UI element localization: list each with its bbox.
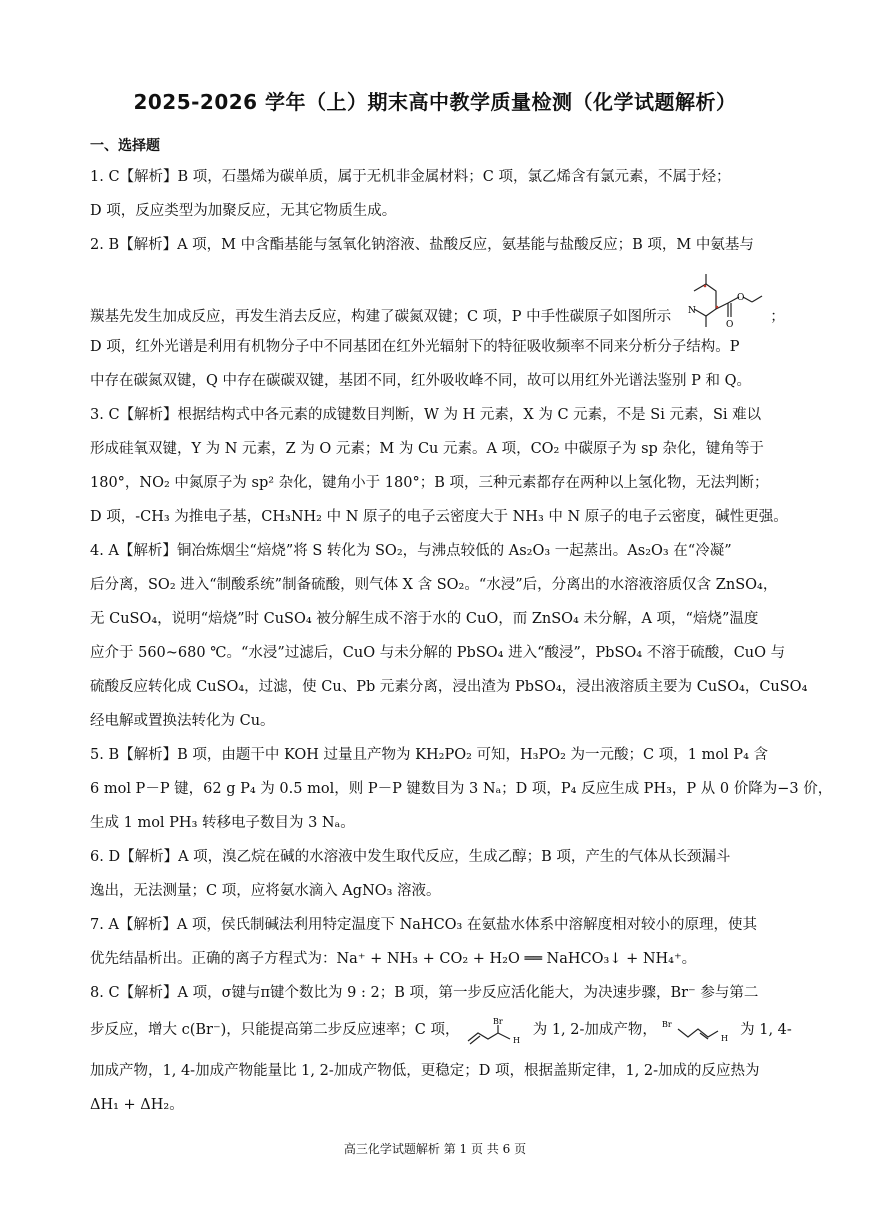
q5-line-3: 生成 1 mol PH₃ 转移电子数目为 3 Nₐ。	[90, 815, 355, 831]
1-2-addition-product-structure	[464, 1015, 528, 1045]
chiral-mark-1	[703, 285, 706, 288]
q4-line-2: 后分离，SO₂ 进入“制酸系统”制备硫酸，则气体 X 含 SO₂。“水浸”后，分离出的水溶液溶质仅含 ZnSO₄，	[90, 577, 778, 593]
q2-line-2-end: ；	[770, 309, 785, 325]
q7-line-2: 优先结晶析出。正确的离子方程式为：Na⁺ + NH₃ + CO₂ + H₂O ══ NaHCO₃↓ + NH₄⁺。	[90, 951, 697, 967]
q4-line-3: 无 CuSO₄，说明“焙烧”时 CuSO₄ 被分解生成不溶于水的 CuO，而 ZnSO₄ 未分解，A 项，“焙烧”温度	[90, 611, 759, 627]
q5-line-2: 6 mol P－P 键，62 g P₄ 为 0.5 mol，则 P－P 键数目为 3 Nₐ；D 项，P₄ 反应生成 PH₃，P 从 0 价降为−3 价，	[90, 781, 833, 797]
q3-line-1: 3. C【解析】根据结构式中各元素的成键数目判断，W 为 H 元素，X 为 C 元素，不是 Si 元素，Si 难以	[90, 407, 762, 423]
q8-line-4: ΔH₁ + ΔH₂。	[90, 1097, 184, 1113]
mol-atom-h-2: H	[720, 1034, 728, 1043]
mol-atom-n: N	[687, 306, 696, 316]
q2-line-2-text: 羰基先发生加成反应，再发生消去反应，构建了碳氮双键；C 项，P 中手性碳原子如图所示	[90, 309, 672, 325]
q2-line-2	[90, 262, 785, 330]
question-7	[90, 908, 780, 976]
page-footer: 高三化学试题解析 第 1 页 共 6 页	[343, 1142, 527, 1156]
q2-line-1: 2. B【解析】A 项，M 中含酯基能与氢氧化钠溶液、盐酸反应，氨基能与盐酸反应；B 项，M 中氨基与	[90, 237, 754, 253]
q8-line-2-text-c: 为 1, 4-	[740, 1022, 792, 1038]
question-1	[90, 160, 780, 228]
question-4	[90, 534, 808, 738]
question-6	[90, 840, 780, 908]
question-2	[90, 228, 785, 398]
question-8	[90, 976, 792, 1122]
mol-atom-br-1: Br	[493, 1017, 503, 1026]
chiral-mark-2	[715, 306, 718, 309]
q8-line-2-text-a: 步反应，增大 c(Br⁻)，只能提高第二步反应速率；C 项，	[90, 1022, 460, 1038]
q2-line-3: D 项，红外光谱是利用有机物分子中不同基团在红外光辐射下的特征吸收频率不同来分析分子结构。P	[90, 339, 740, 355]
q2-line-4: 中存在碳氮双键，Q 中存在碳碳双键，基团不同，红外吸收峰不同，故可以用红外光谱法鉴别 P 和 Q。	[90, 373, 751, 389]
mol-atom-o-carbonyl: O	[725, 320, 734, 330]
q3-line-3: 180°，NO₂ 中氮原子为 sp² 杂化，键角小于 180°；B 项，三种元素都存在两种以上氢化物，无法判断；	[90, 475, 769, 491]
q5-line-1: 5. B【解析】B 项，由题干中 KOH 过量且产物为 KH₂PO₂ 可知，H₃PO₂ 为一元酸；C 项，1 mol P₄ 含	[90, 747, 768, 763]
q6-line-2: 逸出，无法测量；C 项，应将氨水滴入 AgNO₃ 溶液。	[90, 883, 441, 899]
mol-atom-br-2: Br	[661, 1020, 672, 1029]
question-5	[90, 738, 833, 840]
mol-atom-h-1: H	[513, 1036, 521, 1045]
q1-line-1: 1. C【解析】B 项，石墨烯为碳单质，属于无机非金属材料；C 项，氯乙烯含有氯元素，不属于烃；	[90, 169, 731, 185]
q8-line-1: 8. C【解析】A 项，σ键与π键个数比为 9 : 2；B 项，第一步反应活化能大，为决速步骤，Br⁻ 参与第二	[90, 985, 759, 1001]
1-4-addition-product-structure	[662, 1015, 736, 1045]
q3-line-2: 形成硅氧双键，Y 为 N 元素，Z 为 O 元素；M 为 Cu 元素。A 项，CO₂ 中碳原子为 sp 杂化，键角等于	[90, 441, 764, 457]
mol-atom-o-ester: O	[736, 293, 745, 303]
section-heading: 一、选择题	[90, 138, 160, 154]
q6-line-1: 6. D【解析】A 项，溴乙烷在碱的水溶液中发生取代反应，生成乙醇；B 项，产生的气体从长颈漏斗	[90, 849, 731, 865]
question-3	[90, 398, 788, 534]
page-title: 2025-2026 学年（上）期末高中教学质量检测（化学试题解析）	[133, 90, 737, 114]
q3-line-4: D 项，-CH₃ 为推电子基，CH₃NH₂ 中 N 原子的电子云密度大于 NH₃ 中 N 原子的电子云密度，碱性更强。	[90, 509, 788, 525]
q4-line-4: 应介于 560~680 ℃。“水浸”过滤后，CuO 与未分解的 PbSO₄ 进入“酸浸”，PbSO₄ 不溶于硫酸，CuO 与	[90, 645, 786, 661]
q1-line-2: D 项，反应类型为加聚反应，无其它物质生成。	[90, 203, 397, 219]
q4-line-5: 硫酸反应转化成 CuSO₄，过滤，使 Cu、Pb 元素分离，浸出渣为 PbSO₄，浸出液溶质主要为 CuSO₄，CuSO₄	[90, 679, 808, 695]
q8-line-2-text-b: 为 1, 2-加成产物，	[532, 1022, 657, 1038]
q4-line-1: 4. A【解析】铜冶炼烟尘“焙烧”将 S 转化为 SO₂，与沸点较低的 As₂O₃ 一起蒸出。As₂O₃ 在“冷凝”	[90, 543, 732, 559]
q7-line-1: 7. A【解析】A 项，侯氏制碱法利用特定温度下 NaHCO₃ 在氨盐水体系中溶解度相对较小的原理，使其	[90, 917, 757, 933]
q4-line-6: 经电解或置换法转化为 Cu。	[90, 713, 275, 729]
q8-line-2	[90, 1010, 792, 1054]
q8-line-3: 加成产物，1, 4-加成产物能量比 1, 2-加成产物低，更稳定；D 项，根据盖斯定律，1, 2-加成的反应热为	[90, 1063, 760, 1079]
